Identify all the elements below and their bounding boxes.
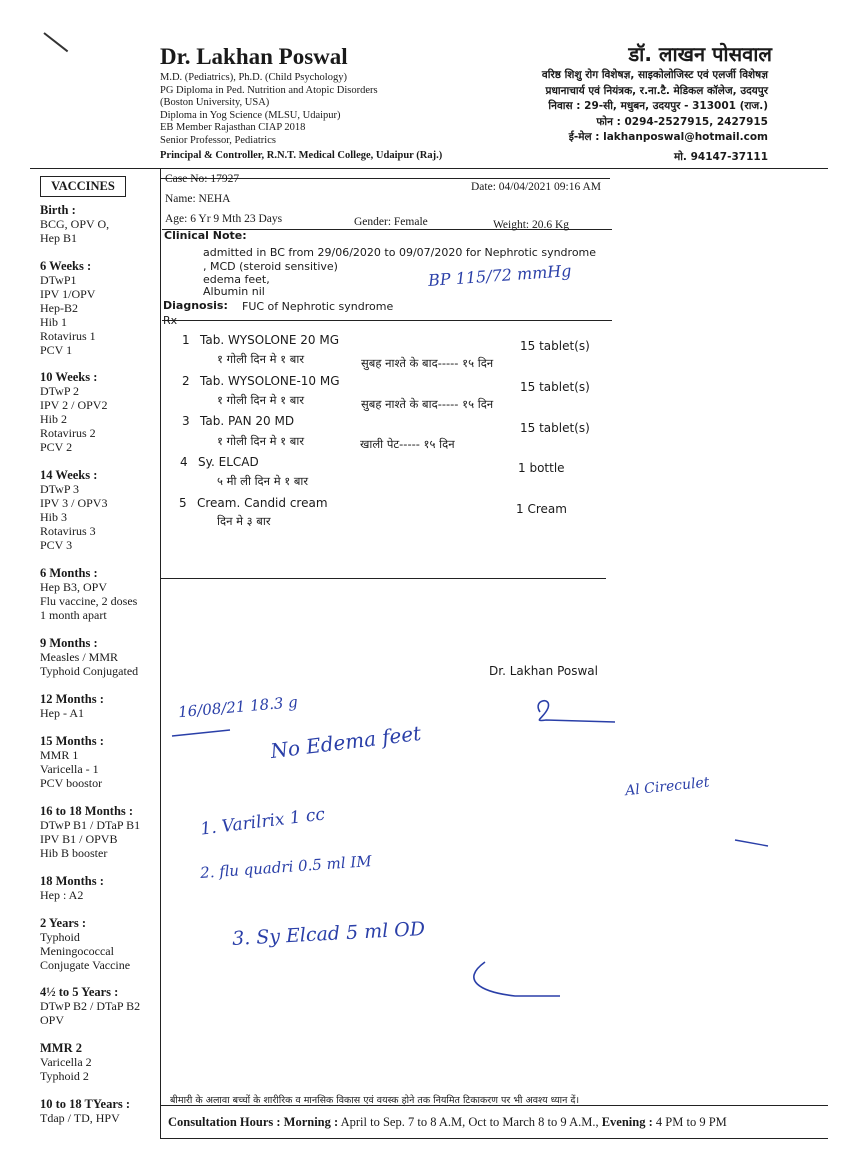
handwritten-right-note: Al Cireculet	[624, 774, 711, 800]
doctor-name: Dr. Lakhan Poswal	[160, 44, 348, 69]
rx-timing: सुबह नाश्ते के बाद----- १५ दिन	[361, 356, 494, 370]
clinical-note-line: admitted in BC from 29/06/2020 to 09/07/2020 for Nephrotic syndrome	[203, 246, 597, 259]
clinical-note-line: , MCD (steroid sensitive)	[203, 260, 338, 273]
vaccine-item: Conjugate Vaccine	[40, 958, 131, 972]
qualification-line: M.D. (Pediatrics), Ph.D. (Child Psychology)	[160, 72, 347, 83]
vaccine-item: Rotavirus 2	[40, 426, 96, 440]
vaccine-group-12-months	[40, 692, 104, 720]
rx-drug-name: Tab. WYSOLONE-10 MG	[200, 374, 340, 388]
vaccine-item: PCV boostor	[40, 776, 103, 790]
vaccine-heading: 12 Months :	[40, 692, 104, 706]
vaccine-item: Hib 1	[40, 315, 67, 329]
rx-quantity: 15 tablet(s)	[520, 339, 590, 353]
evening-hours: 4 PM to 9 PM	[655, 1115, 727, 1129]
vaccine-item: OPV	[40, 1013, 65, 1027]
vaccine-group-14-weeks	[40, 468, 107, 552]
hindi-line: निवास : 29-सी, मधुबन, उदयपुर - 313001 (राज.)	[548, 100, 768, 112]
rx-timing: सुबह नाश्ते के बाद----- १५ दिन	[361, 397, 494, 411]
hindi-line: फोन : 0294-2527915, 2427915	[596, 115, 768, 128]
vaccine-item: Hep : A2	[40, 888, 84, 902]
vaccine-item: Hep B3, OPV	[40, 580, 108, 594]
vaccine-item: IPV 2 / OPV2	[40, 398, 108, 412]
footer-bottom-line	[160, 1138, 828, 1139]
visit-date: Date: 04/04/2021 09:16 AM	[471, 181, 602, 193]
vaccine-item: Meningococcal	[40, 944, 114, 958]
rx-label: Rx	[163, 314, 178, 327]
qualification-line: EB Member Rajasthan CIAP 2018	[160, 122, 306, 134]
vaccine-item: DTwP B2 / DTaP B2	[40, 999, 141, 1013]
vaccine-heading: 16 to 18 Months :	[40, 804, 134, 818]
vaccine-item: Typhoid 2	[40, 1069, 89, 1083]
vaccine-item: MMR 1	[40, 748, 79, 762]
vaccine-item: Flu vaccine, 2 doses	[40, 594, 138, 608]
vaccine-item: Hep-B2	[40, 301, 78, 315]
rx-quantity: 15 tablet(s)	[520, 421, 590, 435]
mobile-number: मो. 94147-37111	[673, 151, 768, 163]
rx-dose: १ गोली दिन मे १ बार	[217, 352, 305, 366]
rx-drug-name: Cream. Candid cream	[197, 496, 328, 510]
qualification-line: PG Diploma in Ped. Nutrition and Atopic Disorders	[160, 84, 378, 96]
signature-stroke	[538, 701, 615, 722]
vaccine-heading: 6 Months :	[40, 566, 98, 580]
vaccine-item: DTwP1	[40, 273, 77, 287]
vaccine-group-18-months	[40, 874, 104, 902]
vaccine-item: IPV B1 / OPVB	[40, 832, 118, 846]
rx-drug-name: Tab. WYSOLONE 20 MG	[200, 333, 340, 347]
vaccine-group-16-18-months	[40, 804, 140, 860]
rx-drug-name: Sy. ELCAD	[198, 455, 259, 469]
rx-dose: ५ मी ली दिन मे १ बार	[217, 474, 309, 488]
handwritten-date-weight: 16/08/21 18.3 g	[177, 692, 299, 722]
rx-number: 1	[182, 333, 190, 347]
vaccine-heading: MMR 2	[40, 1041, 82, 1055]
vaccine-item: Hep - A1	[40, 706, 84, 720]
underline-stroke	[172, 730, 230, 736]
vaccine-item: DTwP B1 / DTaP B1	[40, 818, 141, 832]
vaccine-heading: 9 Months :	[40, 636, 98, 650]
principal-title: Principal & Controller, R.N.T. Medical College, Udaipur (Raj.)	[160, 150, 443, 161]
vaccine-group-15-months	[40, 734, 104, 790]
hindi-line: ई-मेल : lakhanposwal@hotmail.com	[568, 131, 768, 143]
vaccine-heading: Birth :	[40, 203, 76, 217]
rx-quantity: 1 Cream	[516, 502, 567, 516]
vaccine-item: Varicella - 1	[40, 762, 99, 776]
diagnosis-divider	[162, 320, 612, 321]
qualification-line: Senior Professor, Pediatrics	[160, 134, 276, 146]
qualification-line: (Boston University, USA)	[160, 97, 270, 109]
rx-end-divider	[160, 578, 606, 579]
hindi-line: प्रधानाचार्य एवं नियंत्रक, र.ना.टै. मेडिकल कॉलेज, उदयपुर	[545, 84, 768, 97]
vaccine-group-birth	[40, 203, 109, 245]
vaccine-heading: 18 Months :	[40, 874, 104, 888]
consultation-hours	[168, 1115, 727, 1130]
vaccine-item: 1 month apart	[40, 608, 107, 622]
morning-label: Morning :	[283, 1115, 339, 1129]
patient-age: Age: 6 Yr 9 Mth 23 Days	[165, 213, 283, 225]
morning-hours: April to Sep. 7 to 8 A.M, Oct to March 8 to 9 A.M.,	[340, 1115, 599, 1129]
clinical-note-line: edema feet,	[203, 273, 270, 286]
vaccine-group-6-weeks	[40, 259, 96, 357]
vaccine-heading: 6 Weeks :	[40, 259, 92, 273]
rx-number: 3	[182, 414, 190, 428]
patient-weight: Weight: 20.6 Kg	[493, 219, 570, 231]
vaccine-item: Hep B1	[40, 231, 77, 245]
vaccine-item: Rotavirus 1	[40, 329, 96, 343]
curve-stroke	[474, 962, 560, 996]
vaccine-item: IPV 3 / OPV3	[40, 496, 108, 510]
vaccine-item: PCV 3	[40, 538, 73, 552]
handwritten-no-edema: No Edema feet	[269, 720, 423, 764]
signature-name: Dr. Lakhan Poswal	[489, 664, 598, 678]
diagnosis-label: Diagnosis:	[163, 299, 228, 312]
vaccine-group-mmr2	[40, 1041, 92, 1083]
vaccine-item: Measles / MMR	[40, 650, 118, 664]
vaccine-group-6-months	[40, 566, 137, 622]
qualifications	[160, 72, 378, 148]
clinical-note-label: Clinical Note:	[164, 229, 247, 242]
patient-name: Name: NEHA	[165, 193, 231, 205]
vaccine-group-10-18-years	[40, 1097, 130, 1125]
rx-timing: खाली पेट----- १५ दिन	[360, 437, 455, 451]
vaccine-item: IPV 1/OPV	[40, 287, 96, 301]
doctor-name-hindi: डॉ. लाखन पोसवाल	[628, 42, 772, 66]
vaccine-heading: 4½ to 5 Years :	[40, 985, 119, 999]
rx-dose: दिन मे ३ बार	[217, 514, 271, 528]
vaccine-heading: 10 to 18 TYears :	[40, 1097, 131, 1111]
vaccine-group-10-weeks	[40, 370, 107, 454]
vaccine-item: Hib 3	[40, 510, 67, 524]
diagnosis-text: FUC of Nephrotic syndrome	[242, 300, 394, 313]
vaccine-item: DTwP 3	[40, 482, 80, 496]
handwritten-line-2: 2. flu quadri 0.5 ml IM	[199, 852, 373, 882]
rx-drug-name: Tab. PAN 20 MD	[200, 414, 295, 428]
handwritten-line-1: 1. Varilrix 1 cc	[199, 804, 327, 840]
clinical-note-line: Albumin nil	[203, 285, 265, 298]
vaccine-heading: 10 Weeks :	[40, 370, 98, 384]
vaccine-item: PCV 1	[40, 343, 73, 357]
vaccine-item: Hib B booster	[40, 846, 108, 860]
rx-quantity: 15 tablet(s)	[520, 380, 590, 394]
case-number: Case No: 17927	[165, 173, 240, 185]
vaccine-item: Rotavirus 3	[40, 524, 96, 538]
vaccine-item: PCV 2	[40, 440, 73, 454]
vaccine-item: Typhoid Conjugated	[40, 664, 139, 678]
vaccine-group-9-months	[40, 636, 138, 678]
rx-number: 2	[182, 374, 190, 388]
handwriting-strokes	[160, 660, 820, 1020]
vaccine-group-4-5-years	[40, 985, 140, 1027]
vaccines-title: VACCINES	[40, 176, 126, 197]
vaccine-heading: 15 Months :	[40, 734, 104, 748]
header-divider	[30, 168, 828, 169]
vaccine-item: Hib 2	[40, 412, 67, 426]
qualification-line: Diploma in Yog Science (MLSU, Udaipur)	[160, 109, 341, 121]
vaccine-item: Typhoid	[40, 930, 80, 944]
rx-dose: १ गोली दिन मे १ बार	[217, 393, 305, 407]
rx-number: 4	[180, 455, 188, 469]
punch-mark	[43, 32, 68, 52]
vaccine-group-2-years	[40, 916, 130, 972]
rx-quantity: 1 bottle	[518, 461, 565, 475]
handwritten-line-3: 3. Sy Elcad 5 ml OD	[231, 917, 426, 951]
hindi-details	[542, 68, 768, 146]
patient-gender: Gender: Female	[354, 216, 428, 228]
check-stroke	[735, 840, 768, 846]
vaccine-heading: 2 Years :	[40, 916, 87, 930]
vaccine-item: BCG, OPV O,	[40, 217, 110, 231]
footer-note: बीमारी के अलावा बच्चों के शारीरिक व मानसिक विकास एवं वयस्क होने तक नियमित टिकाकरण पर भी अवश्य ध्यान दें।	[170, 1095, 580, 1106]
rx-number: 5	[179, 496, 187, 510]
rx-dose: १ गोली दिन मे १ बार	[217, 434, 305, 448]
evening-label: Evening :	[601, 1115, 653, 1129]
handwritten-bp: BP 115/72 mmHg	[427, 261, 573, 290]
vaccine-item: Varicella 2	[40, 1055, 92, 1069]
consult-label: Consultation Hours :	[168, 1115, 281, 1129]
hindi-line: वरिष्ठ शिशु रोग विशेषज्ञ, साइकोलोजिस्ट एवं एलर्जी विशेषज्ञ	[541, 69, 768, 81]
vaccine-item: DTwP 2	[40, 384, 80, 398]
vaccine-heading: 14 Weeks :	[40, 468, 98, 482]
vaccine-item: Tdap / TD, HPV	[40, 1111, 120, 1125]
